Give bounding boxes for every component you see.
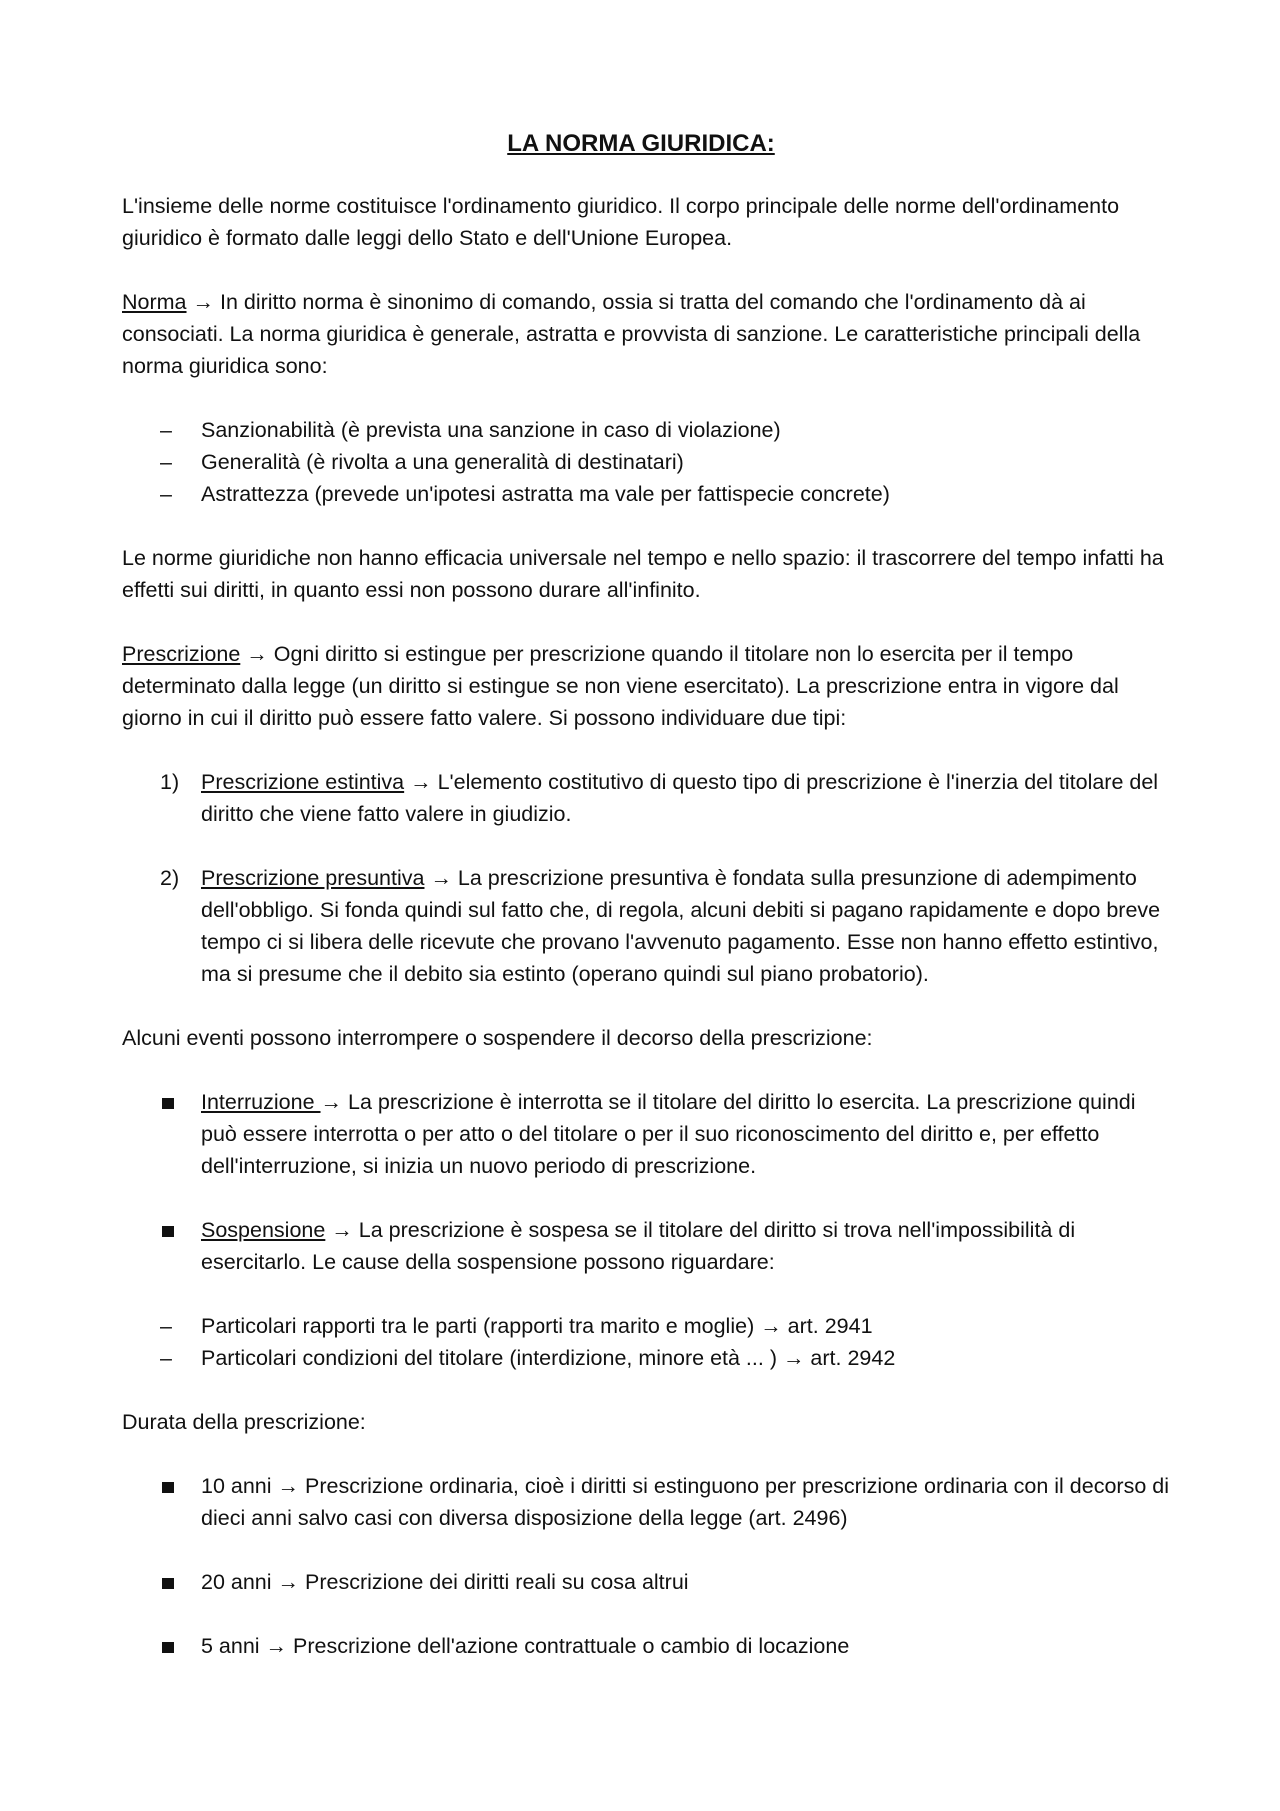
number-marker: 2) xyxy=(160,866,180,890)
characteristics-list xyxy=(122,414,1172,510)
dash-marker: – xyxy=(160,482,172,506)
list-item-text: Particolari rapporti tra le parti (rapporti tra marito e moglie) → art. 2941 xyxy=(201,1314,873,1338)
norma-paragraph xyxy=(122,286,1172,382)
list-item xyxy=(122,1470,1172,1534)
list-item-text: 5 anni → Prescrizione dell'azione contrattuale o cambio di locazione xyxy=(201,1634,850,1658)
list-item-term: Prescrizione presuntiva xyxy=(201,866,425,890)
list-item-text: Astrattezza (prevede un'ipotesi astratta ma vale per fattispecie concrete) xyxy=(201,482,890,506)
list-item-text: Generalità (è rivolta a una generalità di destinatari) xyxy=(201,450,684,474)
durata-list xyxy=(122,1470,1172,1662)
norma-term: Norma xyxy=(122,290,187,314)
norma-text: → In diritto norma è sinonimo di comando, ossia si tratta del comando che l'ordinamento dà ai consociati. La norma giuridica è generale, astratta e provvista di sanzione. Le caratteristiche principali della norma giuridica sono: xyxy=(122,290,1141,378)
list-item-text: 20 anni → Prescrizione dei diritti reali su cosa altrui xyxy=(201,1570,689,1594)
eventi-list xyxy=(122,1086,1172,1278)
list-item-text: → L'elemento costitutivo di questo tipo di prescrizione è l'inerzia del titolare del diritto che viene fatto valere in giudizio. xyxy=(201,770,1159,826)
list-item-text: 10 anni → Prescrizione ordinaria, cioè i diritti si estinguono per prescrizione ordinaria con il decorso di dieci anni salvo casi con diversa disposizione della legge (art. 2496) xyxy=(201,1474,1169,1530)
list-item xyxy=(122,862,1172,990)
list-item-term: Interruzione xyxy=(201,1090,321,1114)
tipi-list xyxy=(122,766,1172,990)
list-item xyxy=(122,478,1172,510)
list-item-text: → La prescrizione è interrotta se il titolare del diritto lo esercita. La prescrizione quindi può essere interrotta o per atto o del titolare o per il suo riconoscimento del diritto e, per effetto dell'interruzione, si inizia un nuovo periodo di prescrizione. xyxy=(201,1090,1136,1178)
dash-marker: – xyxy=(160,418,172,442)
list-item-text: → La prescrizione è sospesa se il titolare del diritto si trova nell'impossibilità di esercitarlo. Le cause della sospensione possono riguardare: xyxy=(201,1218,1076,1274)
list-item xyxy=(122,766,1172,830)
efficacia-paragraph: Le norme giuridiche non hanno efficacia universale nel tempo e nello spazio: il trascorrere del tempo infatti ha effetti sui diritti, in quanto essi non possono durare all'infinito. xyxy=(122,546,1164,602)
eventi-intro: Alcuni eventi possono interrompere o sospendere il decorso della prescrizione: xyxy=(122,1026,873,1050)
list-item-term: Sospensione xyxy=(201,1218,326,1242)
list-item-term: Prescrizione estintiva xyxy=(201,770,405,794)
prescrizione-term: Prescrizione xyxy=(122,642,241,666)
document-page xyxy=(122,128,1172,1694)
list-item xyxy=(122,1342,1172,1374)
square-bullet-icon xyxy=(162,1482,174,1493)
list-item-text: Particolari condizioni del titolare (interdizione, minore età ... ) → art. 2942 xyxy=(201,1346,896,1370)
page-title: LA NORMA GIURIDICA: xyxy=(507,130,775,157)
intro-paragraph: L'insieme delle norme costituisce l'ordinamento giuridico. Il corpo principale delle norme dell'ordinamento giuridico è formato dalle leggi dello Stato e dell'Unione Europea. xyxy=(122,194,1120,250)
list-item xyxy=(122,1566,1172,1598)
prescrizione-paragraph xyxy=(122,638,1172,734)
list-item xyxy=(122,1310,1172,1342)
dash-marker: – xyxy=(160,1314,172,1338)
square-bullet-icon xyxy=(162,1098,174,1109)
square-bullet-icon xyxy=(162,1642,174,1653)
number-marker: 1) xyxy=(160,770,180,794)
dash-marker: – xyxy=(160,1346,172,1370)
list-item xyxy=(122,1630,1172,1662)
square-bullet-icon xyxy=(162,1578,174,1589)
list-item xyxy=(122,1086,1172,1182)
square-bullet-icon xyxy=(162,1226,174,1237)
prescrizione-text: → Ogni diritto si estingue per prescrizione quando il titolare non lo esercita per il tempo determinato dalla legge (un diritto si estingue se non viene esercitato). La prescrizione entra in vigore dal giorno in cui il diritto può essere fatto valere. Si possono individuare due tipi: xyxy=(122,642,1119,730)
list-item xyxy=(122,1214,1172,1278)
list-item-text: → La prescrizione presuntiva è fondata sulla presunzione di adempimento dell'obbligo. Si fonda quindi sul fatto che, di regola, alcuni debiti si pagano rapidamente e dopo breve tempo ci si libera delle ricevute che provano l'avvenuto pagamento. Esse non hanno effetto estintivo, ma si presume che il debito sia estinto (operano quindi sul piano probatorio). xyxy=(201,866,1161,986)
list-item-text: Sanzionabilità (è prevista una sanzione in caso di violazione) xyxy=(201,418,781,442)
cause-list xyxy=(122,1310,1172,1374)
list-item xyxy=(122,446,1172,478)
list-item xyxy=(122,414,1172,446)
durata-intro: Durata della prescrizione: xyxy=(122,1410,366,1434)
dash-marker: – xyxy=(160,450,172,474)
